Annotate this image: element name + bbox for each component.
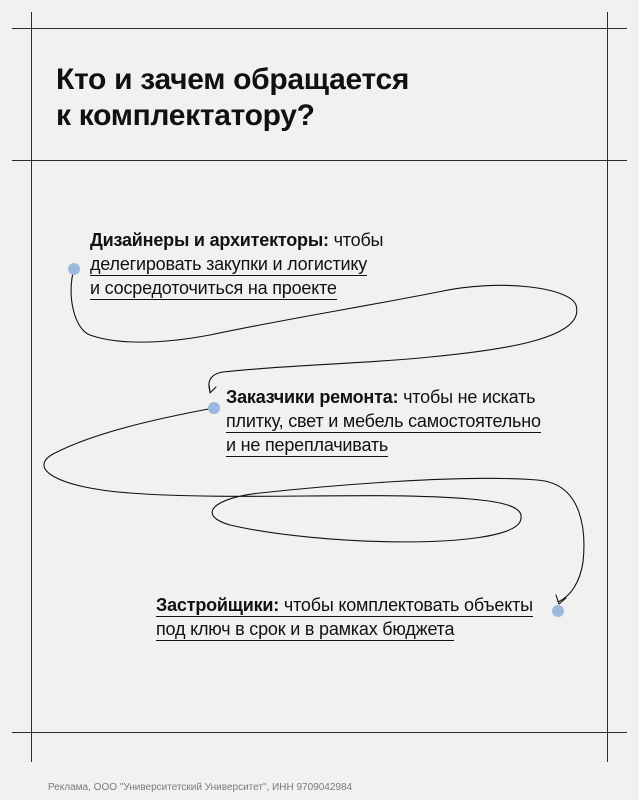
designers-text-line-2: делегировать закупки и логистику	[90, 254, 368, 274]
audience-marker-1	[68, 263, 80, 275]
customers-block	[226, 385, 571, 457]
page-title	[56, 62, 476, 134]
designers-text-line-3: и сосредоточиться на проекте	[90, 278, 337, 298]
customers-line-2	[226, 409, 571, 433]
designers-block	[90, 228, 410, 300]
designers-bold-text: Дизайнеры и архитекторы:	[90, 230, 329, 250]
developers-rest-text: чтобы комплектовать объекты	[279, 595, 533, 615]
designers-rest-text: чтобы	[328, 230, 384, 250]
left-border-line	[31, 12, 32, 762]
ad-disclaimer: Реклама, ООО "Университетский Университет", ИНН 9709042984	[48, 782, 353, 793]
designers-line-2	[90, 252, 410, 276]
developers-line-2	[156, 617, 556, 641]
developers-line-1	[156, 593, 556, 617]
customers-text-line-3: и не переплачивать	[226, 435, 389, 455]
customers-rest-text: чтобы не искать	[398, 387, 536, 407]
top-border-line	[12, 28, 627, 29]
customers-bold-text: Заказчики ремонта:	[226, 387, 399, 407]
customers-text-line-2: плитку, свет и мебель самостоятельно	[226, 411, 541, 431]
developers-text-line-2: под ключ в срок и в рамках бюджета	[156, 619, 455, 639]
customers-line-3	[226, 433, 571, 457]
title-divider-line	[12, 160, 627, 161]
designers-line-1	[90, 228, 410, 252]
designers-line-3	[90, 276, 410, 300]
right-border-line	[607, 12, 608, 762]
audience-marker-2	[208, 402, 220, 414]
bottom-border-line	[12, 732, 627, 733]
developers-block	[156, 593, 556, 641]
developers-bold-text: Застройщики:	[156, 595, 280, 615]
page-title-line-2: к комплектатору?	[56, 99, 315, 132]
customers-line-1	[226, 385, 571, 409]
page-title-line-1: Кто и зачем обращается	[56, 63, 410, 96]
